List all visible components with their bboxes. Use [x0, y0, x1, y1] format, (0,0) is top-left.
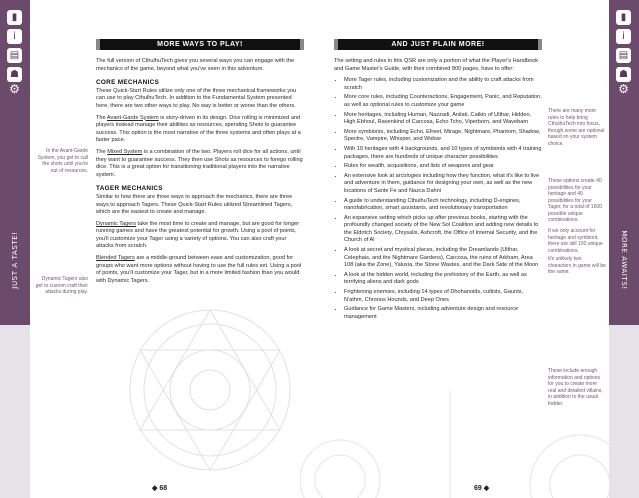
- list-item: • More heritages, including Human, Nazzadi, Anilati, Catkin of Ulthar, Hidden, High Ebhoul, Ravenkind of Carcosa, Echo Tcho, Viperborn, and Wavebarn: [344, 112, 542, 127]
- list-item: • A look at the hidden world, including the prehistory of the Earth, as well as terrifying aliens and dark gods: [344, 272, 542, 287]
- paragraph: These Quick-Start Rules utilize only one of the three mechanical frameworks you can use to play CthulhuTech. In addition to the Fundamental System presented here, there are two other ways to play. No way is better or worse than the others.: [96, 87, 297, 109]
- subheading-tager-mechanics: TAGER MECHANICS: [96, 185, 163, 193]
- info-icon[interactable]: i: [7, 29, 22, 44]
- subheading-core-mechanics: CORE MECHANICS: [96, 79, 160, 87]
- book-icon[interactable]: ▤: [7, 48, 22, 63]
- list-item: • Guidance for Game Masters, including adventure design and resource management: [344, 306, 542, 321]
- card-icon[interactable]: ▮: [7, 10, 22, 25]
- group-icon[interactable]: ☗: [7, 67, 22, 82]
- gear-icon[interactable]: ⚙: [618, 82, 629, 96]
- list-item: • An expansive setting which picks up after previous books, starting with the profoundly changed society of the New Sol Coalition and adding new details to the Eldritch Society, Chrysalis, Ashcroft, the Office of Internal Security, and the Church of Al: [344, 215, 542, 245]
- term-blended-tagers: Blended Tagers: [96, 255, 135, 262]
- section-header: AND JUST PLAIN MORE!: [334, 39, 542, 50]
- side-note: There are many more rules to help bring CthulhuTech into focus, though some are optional based on your system choice.: [548, 108, 605, 147]
- paragraph: Blended Tagers are a middle-ground between ease and customization, good for groups who want more options without having to use the full rules set. Using a pool of points, you'll customize your Tager, but in a more limited fashion than you would with Dynamic Tagers.: [96, 255, 302, 284]
- term-dynamic-tagers: Dynamic Tagers: [96, 220, 136, 227]
- list-item: • Rules for wealth, acquisitions, and lists of weapons and gear: [344, 163, 542, 171]
- intro-paragraph: The setting and rules in this QSR are only a portion of what the Player's Handbook and Game Master's Guide, with their combined 800 pages, have to offer:: [334, 58, 539, 72]
- page-number-left: ◆ 68: [152, 485, 168, 492]
- list-item: • More symbionts, including Echo, Efreet, Mirage, Nightmare, Phantom, Shadow, Spectre, Vampire, Whisper, and Widow: [344, 129, 542, 144]
- book-icon[interactable]: ▤: [616, 48, 631, 63]
- feature-list: [334, 77, 542, 321]
- side-note: These include enough information and options for you to create more real and detailed villains, in addition to the usual fodder.: [548, 368, 603, 407]
- term-mixed-system: Mixed System: [107, 148, 143, 155]
- right-page-column: [334, 39, 542, 323]
- left-side-tab: [0, 0, 30, 498]
- list-item: • With 10 heritages with 4 backgrounds, and 10 types of symbionts with 4 training packages, there are hundreds of unique character possibilities: [344, 146, 542, 161]
- list-item: • A look at secret and mystical places, including the Dreamlands (Ulthar, Celephais, and the Nightmare Gardens), Carcosa, the ruins of Arkham, Area 108 (aka the Zone), Yaluxia, the Stone Wastes, and the Dark Side of the Moon: [344, 247, 542, 270]
- term-avant-garde: Avant-Garde System: [106, 114, 159, 121]
- card-icon[interactable]: ▮: [616, 10, 631, 25]
- side-note: Dynamic Tagers also get to custom craft their attacks during play.: [35, 276, 88, 295]
- paragraph: Dynamic Tagers take the most time to create and manage, but are good for longer running games and have the greatest potential for growth. Using a pool of points, you'll customize your Tager using a variety of options. You can also craft your attacks from scratch.: [96, 220, 299, 250]
- intro-paragraph: The full version of CthulhuTech gives you several ways you can engage with the mechanics of the game, beyond what you've seen in this adventure.: [96, 58, 295, 72]
- side-note: These options create 40 possibilities for your heritage and 40 possibilities for your Tager, for a total of 1600 possible unique combinations.: [548, 178, 602, 223]
- side-note: If we only account for heritage and symbiont, there are still 100 unique combinations.: [548, 228, 603, 254]
- group-icon[interactable]: ☗: [616, 67, 631, 82]
- section-header: MORE WAYS TO PLAY!: [96, 39, 304, 50]
- paragraph: The Mixed System is a combination of the two. Players roll dice for all actions, until they want to guarantee success. They then use Shots as resources to forego rolling dice. This is a great option for transitioning traditional players into the narrative system.: [96, 148, 303, 178]
- list-item: • More core rules, including Counteractions, Engagement, Panic, and Reputation, as well as optional rules to customize your game: [344, 94, 542, 109]
- info-icon[interactable]: i: [616, 29, 631, 44]
- left-page-column: [96, 39, 304, 289]
- gear-machinery-illustration: [300, 390, 630, 498]
- paragraph: The Avant-Garde System is story-driven in its design. Dice rolling is minimized and players instead manage their abilities as resources, spending Shots to guarantee success. This option is the most narrative of the three systems and often plays at a faster pace.: [96, 114, 301, 144]
- gear-icon[interactable]: ⚙: [9, 82, 20, 96]
- side-note: It's unlikely two characters in game will be the same.: [548, 256, 606, 275]
- arcane-circle-illustration: [120, 300, 300, 480]
- list-item: • An extensive look at arcologies including how they function, what it's like to live and adventure in them, guidance for designing your own, as well as the new locations of Sante Fe and Nazca Dahni: [344, 173, 542, 196]
- list-item: • Frightening enemies, including 14 types of Dhohanoids, cultists, Gaunts, N'athm, Chronos Hounds, and Deep Ones: [344, 289, 542, 304]
- paragraph: Similar to how there are three ways to approach the mechanics, there are three ways to approach Tagers. These Quick-Start Rules utilized Streamlined Tagers, which are the easiest to create and manage.: [96, 193, 293, 216]
- side-note: In the Avant-Garde System, you get to call the shots until you're out of resources.: [37, 148, 88, 174]
- list-item: • More Tager rules, including customization and the ability to craft attacks from scratch: [344, 77, 542, 92]
- right-tab-title: MORE AWAITS!: [620, 230, 628, 290]
- left-tab-title: JUST A TASTE!: [11, 231, 19, 289]
- page-number-right: 69 ◆: [474, 485, 490, 492]
- list-item: • A guide to understanding CthulhuTech technology, including D-engines, nanofabrication, smart assistants, and revolutionary transportation: [344, 198, 542, 213]
